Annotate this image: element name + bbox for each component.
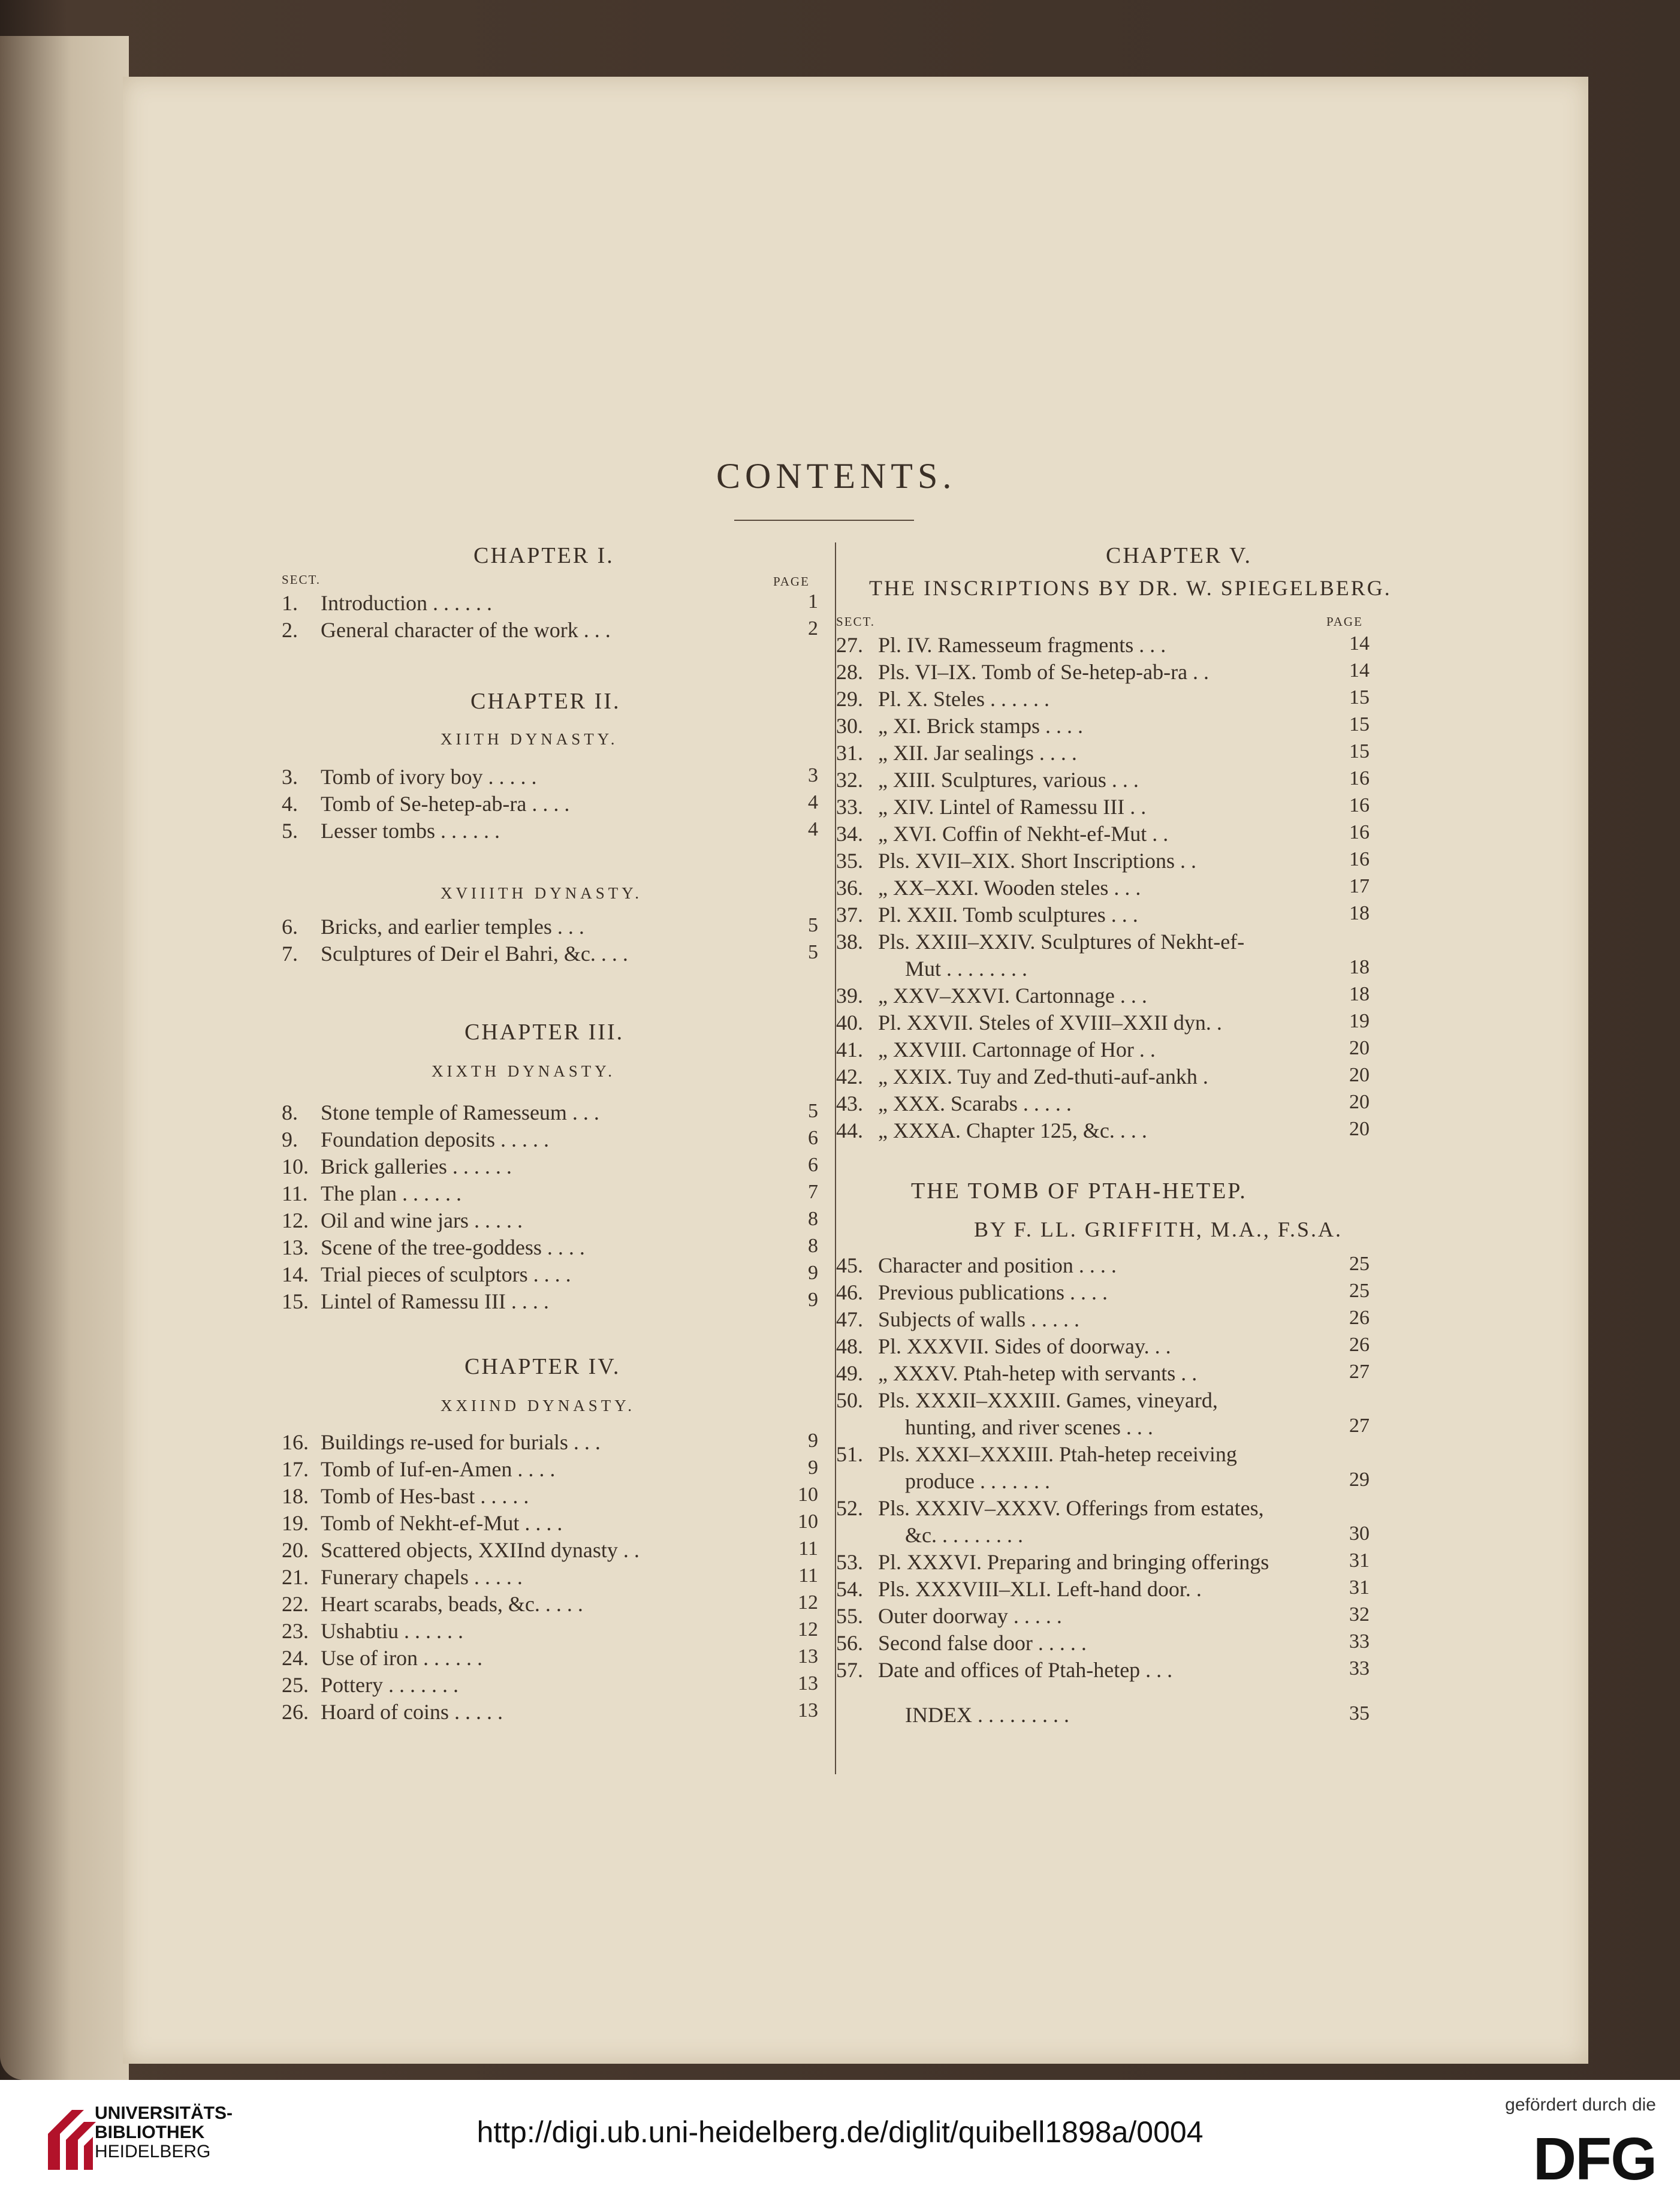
entry-page: 29: [1349, 1469, 1370, 1491]
entry-number: 41.: [836, 1038, 863, 1062]
entry-page: 8: [808, 1208, 818, 1230]
chapter-heading: CHAPTER I.: [473, 543, 614, 568]
entry-page: 19: [1349, 1010, 1370, 1032]
entry-number: 17.: [282, 1457, 309, 1481]
entry-title: Mut . . . . . . . .: [905, 957, 1028, 981]
entry-page: 20: [1349, 1064, 1370, 1086]
entry-title: „ XXV–XXVI. Cartonnage . . .: [878, 984, 1147, 1008]
entry-number: 28.: [836, 660, 863, 684]
entry-page: 32: [1349, 1603, 1370, 1626]
entry-page: 10: [798, 1484, 818, 1506]
entry-number: 50.: [836, 1388, 863, 1412]
dynasty-heading: XIITH DYNASTY.: [441, 730, 619, 748]
entry-number: 16.: [282, 1430, 309, 1454]
entry-title: Pls. XXXII–XXXIII. Games, vineyard,: [878, 1388, 1218, 1412]
entry-number: 27.: [836, 633, 863, 657]
entry-number: 31.: [836, 741, 863, 765]
entry-number: 54.: [836, 1577, 863, 1601]
entry-page: 20: [1349, 1037, 1370, 1059]
entry-title: General character of the work . . .: [321, 618, 611, 642]
entry-title: Tomb of Iuf-en-Amen . . . .: [321, 1457, 556, 1481]
entry-title: Pls. XXXI–XXXIII. Ptah-hetep receiving: [878, 1442, 1237, 1466]
entry-number: 48.: [836, 1334, 863, 1358]
entry-number: 33.: [836, 795, 863, 819]
entry-title: „ XVI. Coffin of Nekht-ef-Mut . .: [878, 822, 1169, 846]
entry-page: 5: [808, 941, 818, 963]
entry-title: Lintel of Ramessu III . . . .: [321, 1289, 549, 1313]
entry-title: Tomb of Se-hetep-ab-ra . . . .: [321, 792, 570, 816]
entry-title: Tomb of Nekht-ef-Mut . . . .: [321, 1511, 563, 1535]
entry-title: Pottery . . . . . . .: [321, 1673, 459, 1697]
section-subheading: BY F. LL. GRIFFITH, M.A., F.S.A.: [974, 1217, 1343, 1241]
entry-page: 8: [808, 1235, 818, 1257]
entry-title: Pl. X. Steles . . . . . .: [878, 687, 1050, 711]
entry-page: 18: [1349, 902, 1370, 924]
entry-page: 9: [808, 1457, 818, 1479]
entry-title: Brick galleries . . . . . .: [321, 1154, 512, 1178]
entry-title: Pl. IV. Ramesseum fragments . . .: [878, 633, 1166, 657]
entry-number: 36.: [836, 876, 863, 900]
entry-title: Use of iron . . . . . .: [321, 1646, 482, 1670]
entry-title: Previous publications . . . .: [878, 1280, 1108, 1304]
entry-page: 3: [808, 764, 818, 786]
entry-page: 16: [1349, 848, 1370, 870]
entry-page: 5: [808, 914, 818, 936]
entry-page: 26: [1349, 1307, 1370, 1329]
entry-title: INDEX . . . . . . . . .: [905, 1703, 1069, 1727]
entry-page: 33: [1349, 1657, 1370, 1680]
entry-title: &c. . . . . . . . .: [905, 1523, 1023, 1547]
entry-title: Pls. VI–IX. Tomb of Se-hetep-ab-ra . .: [878, 660, 1210, 684]
logo-line: BIBLIOTHEK: [95, 2122, 205, 2142]
entry-number: 20.: [282, 1538, 309, 1562]
entry-page: 11: [798, 1564, 818, 1587]
entry-title: Sculptures of Deir el Bahri, &c. . . .: [321, 942, 628, 966]
entry-page: 13: [798, 1645, 818, 1668]
entry-number: 1.: [282, 591, 298, 615]
entry-title: Character and position . . . .: [878, 1253, 1117, 1277]
entry-number: 2.: [282, 618, 298, 642]
entry-number: 19.: [282, 1511, 309, 1535]
entry-title: Tomb of Hes-bast . . . . .: [321, 1484, 529, 1508]
entry-title: Stone temple of Ramesseum . . .: [321, 1100, 599, 1124]
entry-page: 9: [808, 1289, 818, 1311]
entry-title: Oil and wine jars . . . . .: [321, 1208, 523, 1232]
entry-page: 30: [1349, 1522, 1370, 1545]
sect-label: SECT.: [282, 572, 321, 587]
entry-number: 7.: [282, 942, 298, 966]
entry-page: 18: [1349, 956, 1370, 978]
entry-page: 18: [1349, 983, 1370, 1005]
entry-title: hunting, and river scenes . . .: [905, 1415, 1153, 1439]
entry-title: Funerary chapels . . . . .: [321, 1565, 523, 1589]
entry-page: 31: [1349, 1549, 1370, 1572]
entry-page: 4: [808, 818, 818, 840]
entry-title: Buildings re-used for burials . . .: [321, 1430, 601, 1454]
entry-number: 47.: [836, 1307, 863, 1331]
funding-note: gefördert durch die: [1505, 2095, 1656, 2115]
entry-number: 30.: [836, 714, 863, 738]
entry-page: 12: [798, 1591, 818, 1614]
entry-number: 22.: [282, 1592, 309, 1616]
entry-number: 56.: [836, 1631, 863, 1655]
entry-page: 26: [1349, 1334, 1370, 1356]
entry-title: Pls. XXIII–XXIV. Sculptures of Nekht-ef-: [878, 930, 1245, 954]
entry-title: „ XXXV. Ptah-hetep with servants . .: [878, 1361, 1198, 1385]
entry-number: 26.: [282, 1700, 309, 1724]
entry-title: „ XXXA. Chapter 125, &c. . . .: [878, 1118, 1147, 1142]
entry-page: 15: [1349, 713, 1370, 735]
entry-number: 21.: [282, 1565, 309, 1589]
entry-page: 25: [1349, 1253, 1370, 1275]
entry-page: 6: [808, 1127, 818, 1149]
chapter-heading: CHAPTER IV.: [465, 1354, 621, 1379]
source-url-link[interactable]: http://digi.ub.uni-heidelberg.de/diglit/quibell1898a/0004: [476, 2115, 1204, 2149]
entry-page: 25: [1349, 1280, 1370, 1302]
entry-page: 16: [1349, 767, 1370, 789]
entry-number: 24.: [282, 1646, 309, 1670]
page-label: PAGE: [1326, 614, 1363, 629]
entry-number: 12.: [282, 1208, 309, 1232]
entry-page: 7: [808, 1181, 818, 1203]
entry-number: 25.: [282, 1673, 309, 1697]
entry-title: „ XXX. Scarabs . . . . .: [878, 1092, 1072, 1115]
chapter-subheading: THE INSCRIPTIONS BY DR. W. SPIEGELBERG.: [869, 576, 1392, 600]
entry-page: 15: [1349, 740, 1370, 762]
entry-number: 14.: [282, 1262, 309, 1286]
entry-number: 13.: [282, 1235, 309, 1259]
entry-title: „ XX–XXI. Wooden steles . . .: [878, 876, 1141, 900]
entry-page: 2: [808, 617, 818, 640]
page-label: PAGE: [773, 574, 810, 589]
entry-number: 37.: [836, 903, 863, 927]
entry-number: 39.: [836, 984, 863, 1008]
entry-number: 5.: [282, 819, 298, 843]
entry-number: 15.: [282, 1289, 309, 1313]
entry-page: 10: [798, 1510, 818, 1533]
entry-page: 11: [798, 1537, 818, 1560]
entry-title: Foundation deposits . . . . .: [321, 1127, 550, 1151]
entry-number: 23.: [282, 1619, 309, 1643]
entry-page: 1: [808, 590, 818, 613]
entry-number: 46.: [836, 1280, 863, 1304]
entry-number: 55.: [836, 1604, 863, 1628]
entry-number: 45.: [836, 1253, 863, 1277]
entry-number: 53.: [836, 1550, 863, 1574]
entry-title: „ XI. Brick stamps . . . .: [878, 714, 1083, 738]
entry-title: Lesser tombs . . . . . .: [321, 819, 500, 843]
entry-title: Tomb of ivory boy . . . . .: [321, 765, 537, 789]
entry-page: 16: [1349, 821, 1370, 843]
entry-page: 16: [1349, 794, 1370, 816]
entry-page: 13: [798, 1699, 818, 1721]
entry-title: Pls. XXXIV–XXXV. Offerings from estates,: [878, 1496, 1264, 1520]
entry-title: „ XII. Jar sealings . . . .: [878, 741, 1077, 765]
entry-title: Bricks, and earlier temples . . .: [321, 915, 584, 939]
entry-page: 35: [1349, 1702, 1370, 1724]
entry-number: 9.: [282, 1127, 298, 1151]
entry-page: 14: [1349, 659, 1370, 682]
dynasty-heading: XVIIITH DYNASTY.: [441, 884, 643, 902]
entry-page: 33: [1349, 1630, 1370, 1653]
entry-page: 5: [808, 1100, 818, 1122]
entry-page: 14: [1349, 632, 1370, 655]
entry-title: Introduction . . . . . .: [321, 591, 492, 615]
entry-page: 20: [1349, 1118, 1370, 1140]
entry-page: 31: [1349, 1576, 1370, 1599]
dynasty-heading: XIXTH DYNASTY.: [432, 1062, 616, 1080]
book-left-edge: [0, 36, 129, 2080]
entry-title: Pls. XVII–XIX. Short Inscriptions . .: [878, 849, 1196, 873]
entry-number: 35.: [836, 849, 863, 873]
chapter-heading: CHAPTER III.: [465, 1020, 625, 1045]
entry-number: 44.: [836, 1118, 863, 1142]
entry-page: 17: [1349, 875, 1370, 897]
sect-label: SECT.: [836, 614, 876, 629]
page-title: CONTENTS.: [716, 456, 957, 496]
entry-number: 6.: [282, 915, 298, 939]
logo-line: UNIVERSITÄTS-: [95, 2103, 233, 2123]
entry-title: „ XXIX. Tuy and Zed-thuti-auf-ankh .: [878, 1065, 1208, 1089]
entry-number: 57.: [836, 1658, 863, 1682]
entry-title: The plan . . . . . .: [321, 1181, 462, 1205]
entry-title: produce . . . . . . .: [905, 1469, 1050, 1493]
entry-title: Scene of the tree-goddess . . . .: [321, 1235, 585, 1259]
entry-title: Second false door . . . . .: [878, 1631, 1087, 1655]
entry-number: 38.: [836, 930, 863, 954]
entry-number: 4.: [282, 792, 298, 816]
entry-number: 29.: [836, 687, 863, 711]
entry-number: 11.: [282, 1181, 308, 1205]
entry-title: „ XIII. Sculptures, various . . .: [878, 768, 1139, 792]
entry-number: 49.: [836, 1361, 863, 1385]
entry-title: Ushabtiu . . . . . .: [321, 1619, 463, 1643]
entry-page: 27: [1349, 1361, 1370, 1383]
dynasty-heading: XXIIND DYNASTY.: [441, 1397, 635, 1415]
entry-title: Heart scarabs, beads, &c. . . . .: [321, 1592, 583, 1616]
entry-title: „ XXVIII. Cartonnage of Hor . .: [878, 1038, 1156, 1062]
entry-title: Hoard of coins . . . . .: [321, 1700, 503, 1724]
entry-number: 10.: [282, 1154, 309, 1178]
entry-page: 15: [1349, 686, 1370, 708]
entry-page: 4: [808, 791, 818, 813]
entry-page: 20: [1349, 1091, 1370, 1113]
entry-page: 6: [808, 1154, 818, 1176]
entry-number: 34.: [836, 822, 863, 846]
entry-page: 12: [798, 1618, 818, 1641]
entry-title: Pl. XXXVII. Sides of doorway. . .: [878, 1334, 1171, 1358]
entry-title: Trial pieces of sculptors . . . .: [321, 1262, 571, 1286]
entry-title: Pl. XXVII. Steles of XVIII–XXII dyn. .: [878, 1011, 1222, 1035]
chapter-heading: CHAPTER V.: [1106, 543, 1252, 568]
section-heading: THE TOMB OF PTAH-HETEP.: [911, 1178, 1247, 1204]
entry-title: Pl. XXII. Tomb sculptures . . .: [878, 903, 1138, 927]
entry-title: Outer doorway . . . . .: [878, 1604, 1062, 1628]
entry-number: 8.: [282, 1100, 298, 1124]
entry-number: 40.: [836, 1011, 863, 1035]
logo-line: HEIDELBERG: [95, 2142, 211, 2161]
entry-number: 43.: [836, 1092, 863, 1115]
entry-title: Pls. XXXVIII–XLI. Left-hand door. .: [878, 1577, 1202, 1601]
entry-title: Pl. XXXVI. Preparing and bringing offerings: [878, 1550, 1269, 1574]
entry-title: „ XIV. Lintel of Ramessu III . .: [878, 795, 1147, 819]
entry-number: 32.: [836, 768, 863, 792]
entry-page: 9: [808, 1430, 818, 1452]
entry-page: 27: [1349, 1415, 1370, 1437]
entry-number: 3.: [282, 765, 298, 789]
chapter-heading: CHAPTER II.: [470, 689, 621, 714]
dfg-logo: DFG: [1533, 2125, 1656, 2193]
entry-number: 18.: [282, 1484, 309, 1508]
entry-number: 42.: [836, 1065, 863, 1089]
entry-title: Subjects of walls . . . . .: [878, 1307, 1079, 1331]
entry-title: Date and offices of Ptah-hetep . . .: [878, 1658, 1173, 1682]
entry-number: 51.: [836, 1442, 863, 1466]
entry-title: Scattered objects, XXIInd dynasty . .: [321, 1538, 640, 1562]
entry-page: 13: [798, 1672, 818, 1695]
entry-page: 9: [808, 1262, 818, 1284]
title-rule: [734, 520, 914, 521]
entry-number: 52.: [836, 1496, 863, 1520]
